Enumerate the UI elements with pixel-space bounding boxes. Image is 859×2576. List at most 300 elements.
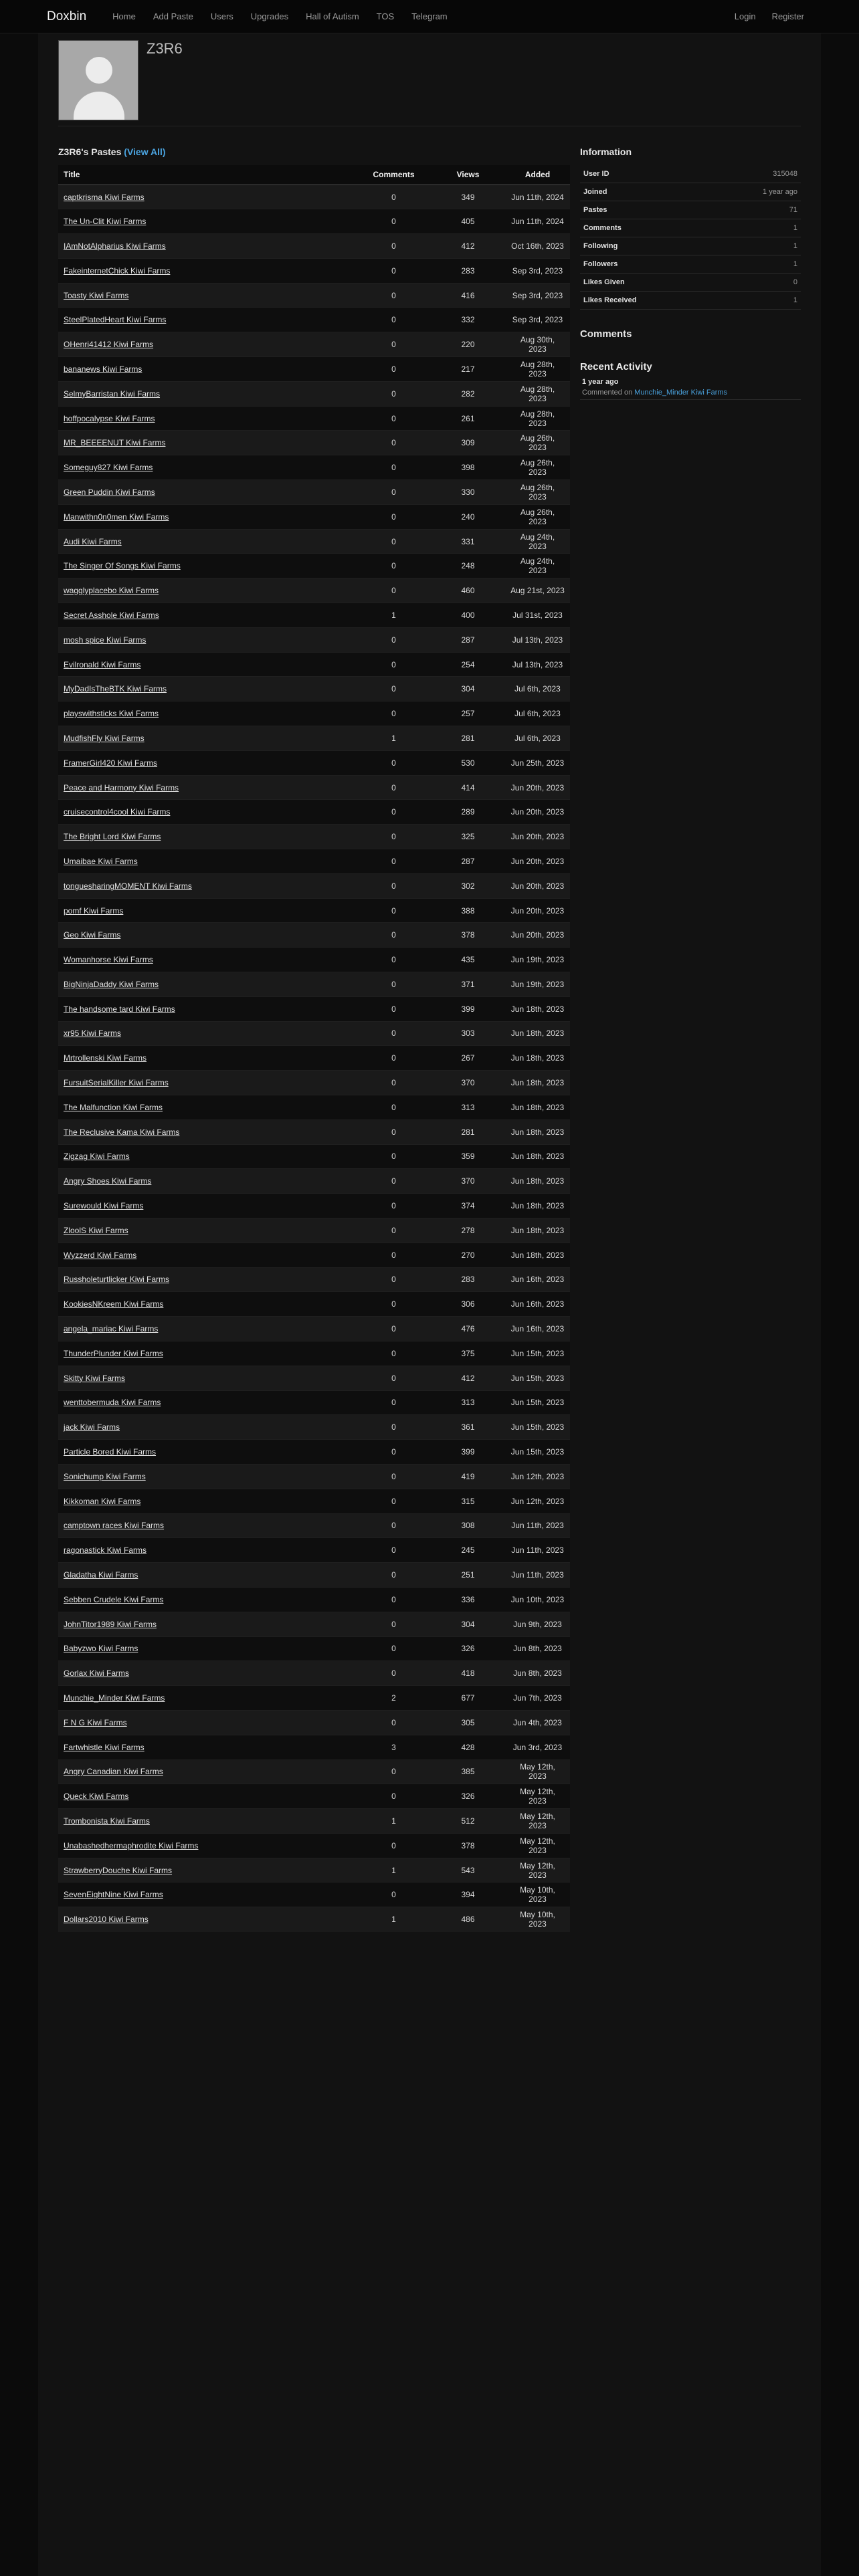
paste-views-cell: 416 — [431, 283, 505, 308]
paste-views-cell: 359 — [431, 1144, 505, 1169]
paste-comments-cell: 0 — [357, 1513, 431, 1538]
paste-added-cell: Jun 12th, 2023 — [505, 1489, 570, 1513]
paste-title-cell — [58, 1883, 357, 1907]
paste-views-cell: 486 — [431, 1907, 505, 1932]
paste-title-cell — [58, 1489, 357, 1513]
table-row — [58, 234, 570, 259]
paste-comments-cell: 0 — [357, 258, 431, 283]
paste-added-cell: Jun 18th, 2023 — [505, 1194, 570, 1218]
paste-link[interactable]: Green Puddin Kiwi Farms — [64, 487, 155, 497]
paste-views-cell: 414 — [431, 775, 505, 800]
paste-link[interactable]: The Malfunction Kiwi Farms — [64, 1102, 163, 1112]
paste-views-cell: 361 — [431, 1415, 505, 1440]
pastes-title: Z3R6's Pastes — [58, 146, 122, 157]
table-row — [58, 1587, 570, 1612]
paste-views-cell: 399 — [431, 996, 505, 1021]
table-row — [58, 652, 570, 677]
paste-views-cell: 374 — [431, 1194, 505, 1218]
paste-added-cell: Sep 3rd, 2023 — [505, 283, 570, 308]
paste-link[interactable]: Skitty Kiwi Farms — [64, 1373, 126, 1383]
nav-telegram[interactable]: Telegram — [411, 11, 448, 21]
paste-views-cell: 331 — [431, 529, 505, 554]
paste-link[interactable]: F N G Kiwi Farms — [64, 1717, 127, 1727]
paste-link[interactable]: MyDadIsTheBTK Kiwi Farms — [64, 684, 167, 694]
paste-link[interactable]: SevenEightNine Kiwi Farms — [64, 1890, 163, 1900]
paste-title-cell — [58, 1095, 357, 1119]
paste-comments-cell: 0 — [357, 1267, 431, 1292]
paste-added-cell: Aug 28th, 2023 — [505, 357, 570, 382]
paste-link[interactable]: The Singer Of Songs Kiwi Farms — [64, 561, 181, 571]
table-row — [58, 1883, 570, 1907]
paste-title-cell — [58, 283, 357, 308]
table-row — [58, 1292, 570, 1317]
paste-comments-cell: 0 — [357, 873, 431, 898]
paste-link[interactable]: Toasty Kiwi Farms — [64, 290, 129, 300]
paste-added-cell: Jun 18th, 2023 — [505, 1095, 570, 1119]
paste-title-cell — [58, 1292, 357, 1317]
paste-title-cell — [58, 406, 357, 431]
paste-views-cell: 370 — [431, 1169, 505, 1194]
table-row — [58, 948, 570, 972]
paste-comments-cell: 0 — [357, 1169, 431, 1194]
paste-link[interactable]: Angry Shoes Kiwi Farms — [64, 1176, 152, 1186]
top-navbar — [0, 0, 859, 33]
paste-link[interactable]: ragonastick Kiwi Farms — [64, 1545, 147, 1555]
paste-title-cell — [58, 1858, 357, 1883]
paste-title-cell — [58, 677, 357, 702]
paste-link[interactable]: Evilronald Kiwi Farms — [64, 659, 141, 669]
info-row — [580, 165, 801, 183]
paste-views-cell: 304 — [431, 677, 505, 702]
paste-link[interactable]: The Bright Lord Kiwi Farms — [64, 832, 161, 842]
paste-views-cell: 254 — [431, 652, 505, 677]
table-row — [58, 1169, 570, 1194]
paste-title-cell — [58, 923, 357, 948]
paste-title-cell — [58, 431, 357, 455]
paste-views-cell: 248 — [431, 554, 505, 578]
table-row — [58, 677, 570, 702]
paste-title-cell — [58, 332, 357, 357]
paste-added-cell: Jun 8th, 2023 — [505, 1636, 570, 1661]
table-row — [58, 1759, 570, 1784]
paste-link[interactable]: FramerGirl420 Kiwi Farms — [64, 758, 158, 768]
paste-link[interactable]: wenttobermuda Kiwi Farms — [64, 1398, 161, 1408]
paste-link[interactable]: Russholeturtlicker Kiwi Farms — [64, 1275, 170, 1285]
paste-link[interactable]: FursuitSerialKiller Kiwi Farms — [64, 1078, 169, 1088]
paste-comments-cell: 1 — [357, 603, 431, 628]
paste-comments-cell: 0 — [357, 627, 431, 652]
paste-link[interactable]: Audi Kiwi Farms — [64, 536, 122, 546]
paste-views-cell: 267 — [431, 1046, 505, 1071]
paste-link[interactable]: ThunderPlunder Kiwi Farms — [64, 1348, 163, 1358]
paste-link[interactable]: captkrisma Kiwi Farms — [64, 192, 145, 202]
paste-comments-cell: 0 — [357, 1489, 431, 1513]
table-row — [58, 480, 570, 505]
paste-added-cell: Jun 20th, 2023 — [505, 800, 570, 825]
paste-added-cell: Jun 19th, 2023 — [505, 948, 570, 972]
paste-title-cell — [58, 972, 357, 997]
paste-link[interactable]: jack Kiwi Farms — [64, 1422, 120, 1432]
paste-views-cell: 428 — [431, 1735, 505, 1759]
paste-link[interactable]: tonguesharingMOMENT Kiwi Farms — [64, 881, 192, 891]
paste-added-cell: Jun 20th, 2023 — [505, 898, 570, 923]
paste-comments-cell: 0 — [357, 1587, 431, 1612]
paste-views-cell: 399 — [431, 1440, 505, 1465]
nav-auth — [727, 11, 812, 21]
paste-views-cell: 412 — [431, 1366, 505, 1390]
paste-link[interactable]: Munchie_Minder Kiwi Farms — [64, 1693, 165, 1703]
paste-link[interactable]: OHenri41412 Kiwi Farms — [64, 340, 154, 350]
paste-comments-cell: 0 — [357, 972, 431, 997]
paste-added-cell: Jul 13th, 2023 — [505, 627, 570, 652]
paste-comments-cell: 0 — [357, 996, 431, 1021]
paste-link[interactable]: Manwithn0n0men Kiwi Farms — [64, 512, 169, 522]
paste-added-cell: Aug 26th, 2023 — [505, 455, 570, 480]
paste-views-cell: 378 — [431, 923, 505, 948]
paste-link[interactable]: Kikkoman Kiwi Farms — [64, 1496, 141, 1506]
paste-added-cell: Jun 18th, 2023 — [505, 1169, 570, 1194]
paste-views-cell: 278 — [431, 1218, 505, 1243]
paste-added-cell: Jun 20th, 2023 — [505, 873, 570, 898]
paste-title-cell — [58, 578, 357, 603]
view-all-link[interactable]: (View All) — [124, 146, 166, 157]
info-row — [580, 237, 801, 255]
col-title: Title — [58, 165, 357, 185]
paste-views-cell: 349 — [431, 185, 505, 209]
table-row — [58, 283, 570, 308]
paste-views-cell: 326 — [431, 1636, 505, 1661]
paste-views-cell: 313 — [431, 1095, 505, 1119]
paste-link[interactable]: KookiesNKreem Kiwi Farms — [64, 1299, 164, 1309]
table-row — [58, 1489, 570, 1513]
paste-link[interactable]: hoffpocalypse Kiwi Farms — [64, 413, 155, 423]
paste-views-cell: 388 — [431, 898, 505, 923]
table-row — [58, 996, 570, 1021]
info-label: Following — [583, 242, 618, 250]
paste-link[interactable]: camptown races Kiwi Farms — [64, 1521, 165, 1531]
table-row — [58, 1071, 570, 1095]
paste-added-cell: Jul 6th, 2023 — [505, 702, 570, 726]
paste-title-cell — [58, 996, 357, 1021]
paste-link[interactable]: SteelPlatedHeart Kiwi Farms — [64, 315, 167, 325]
paste-link[interactable]: pomf Kiwi Farms — [64, 905, 124, 916]
paste-added-cell: Jun 11th, 2023 — [505, 1538, 570, 1563]
paste-added-cell: Jun 25th, 2023 — [505, 750, 570, 775]
info-label: Followers — [583, 260, 618, 268]
paste-comments-cell: 0 — [357, 1071, 431, 1095]
paste-views-cell: 512 — [431, 1809, 505, 1834]
table-row — [58, 1194, 570, 1218]
paste-comments-cell: 1 — [357, 1809, 431, 1834]
paste-link[interactable]: Geo Kiwi Farms — [64, 930, 121, 940]
paste-title-cell — [58, 381, 357, 406]
paste-link[interactable]: ZloolS Kiwi Farms — [64, 1225, 128, 1235]
paste-added-cell: Aug 21st, 2023 — [505, 578, 570, 603]
table-row — [58, 750, 570, 775]
paste-added-cell: Jun 11th, 2024 — [505, 209, 570, 234]
activity-item — [580, 372, 801, 400]
paste-comments-cell: 0 — [357, 234, 431, 259]
activity-link[interactable]: Munchie_Minder Kiwi Farms — [634, 389, 728, 397]
paste-added-cell: Oct 16th, 2023 — [505, 234, 570, 259]
table-row — [58, 898, 570, 923]
info-value: 1 — [793, 242, 797, 250]
paste-link[interactable]: Sonichump Kiwi Farms — [64, 1471, 146, 1481]
paste-title-cell — [58, 1612, 357, 1636]
paste-views-cell: 303 — [431, 1021, 505, 1046]
paste-link[interactable]: Particle Bored Kiwi Farms — [64, 1447, 157, 1457]
paste-title-cell — [58, 1267, 357, 1292]
paste-link[interactable]: xr95 Kiwi Farms — [64, 1029, 122, 1039]
paste-title-cell — [58, 825, 357, 849]
paste-comments-cell: 0 — [357, 1710, 431, 1735]
pastes-table — [58, 165, 570, 1932]
paste-views-cell: 245 — [431, 1538, 505, 1563]
paste-link[interactable]: Queck Kiwi Farms — [64, 1792, 129, 1802]
table-row — [58, 406, 570, 431]
paste-added-cell: May 10th, 2023 — [505, 1907, 570, 1932]
paste-link[interactable]: Gladatha Kiwi Farms — [64, 1570, 138, 1580]
register-link[interactable]: Register — [771, 11, 804, 21]
paste-title-cell — [58, 1784, 357, 1809]
paste-comments-cell: 0 — [357, 185, 431, 209]
paste-comments-cell: 0 — [357, 1464, 431, 1489]
paste-title-cell — [58, 1317, 357, 1341]
paste-title-cell — [58, 1390, 357, 1415]
paste-link[interactable]: Sebben Crudele Kiwi Farms — [64, 1594, 164, 1604]
profile-username: Z3R6 — [147, 40, 183, 57]
paste-comments-cell: 0 — [357, 1021, 431, 1046]
recent-activity-title: Recent Activity — [580, 361, 652, 372]
paste-link[interactable]: bananews Kiwi Farms — [64, 364, 142, 374]
paste-views-cell: 476 — [431, 1317, 505, 1341]
paste-link[interactable]: playswithsticks Kiwi Farms — [64, 709, 159, 719]
paste-views-cell: 257 — [431, 702, 505, 726]
info-label: Likes Received — [583, 296, 637, 304]
paste-comments-cell: 0 — [357, 702, 431, 726]
paste-comments-cell: 0 — [357, 1784, 431, 1809]
avatar — [58, 40, 138, 120]
table-row — [58, 1833, 570, 1858]
paste-link[interactable]: Secret Asshole Kiwi Farms — [64, 610, 159, 620]
paste-views-cell: 281 — [431, 726, 505, 751]
paste-link[interactable]: BigNinjaDaddy Kiwi Farms — [64, 979, 159, 989]
paste-added-cell: Jun 12th, 2023 — [505, 1464, 570, 1489]
table-row — [58, 775, 570, 800]
nav-links — [104, 11, 727, 21]
paste-title-cell — [58, 1563, 357, 1588]
col-comments: Comments — [357, 165, 431, 185]
paste-title-cell — [58, 1587, 357, 1612]
table-row — [58, 800, 570, 825]
paste-views-cell: 308 — [431, 1513, 505, 1538]
paste-link[interactable]: Dollars2010 Kiwi Farms — [64, 1915, 149, 1925]
paste-title-cell — [58, 258, 357, 283]
table-row — [58, 726, 570, 751]
paste-views-cell: 394 — [431, 1883, 505, 1907]
paste-added-cell: Jun 11th, 2023 — [505, 1563, 570, 1588]
paste-views-cell: 270 — [431, 1243, 505, 1267]
paste-title-cell — [58, 1169, 357, 1194]
table-row — [58, 825, 570, 849]
paste-link[interactable]: Trombonista Kiwi Farms — [64, 1816, 150, 1826]
paste-link[interactable]: Someguy827 Kiwi Farms — [64, 463, 153, 473]
paste-comments-cell: 0 — [357, 332, 431, 357]
paste-link[interactable]: FakeinternetChick Kiwi Farms — [64, 265, 171, 276]
paste-link[interactable]: Mrtrollenski Kiwi Farms — [64, 1053, 147, 1063]
table-row — [58, 1784, 570, 1809]
info-label: User ID — [583, 170, 609, 178]
paste-title-cell — [58, 209, 357, 234]
paste-views-cell: 220 — [431, 332, 505, 357]
paste-added-cell: Jun 15th, 2023 — [505, 1341, 570, 1366]
paste-comments-cell: 0 — [357, 455, 431, 480]
paste-added-cell: Jun 20th, 2023 — [505, 775, 570, 800]
paste-title-cell — [58, 1194, 357, 1218]
paste-link[interactable]: The Reclusive Kama Kiwi Farms — [64, 1127, 180, 1137]
paste-link[interactable]: JohnTitor1989 Kiwi Farms — [64, 1619, 157, 1629]
nav-hall-of-autism[interactable]: Hall of Autism — [306, 11, 359, 21]
login-link[interactable]: Login — [734, 11, 756, 21]
paste-link[interactable]: Fartwhistle Kiwi Farms — [64, 1742, 145, 1752]
paste-added-cell: May 12th, 2023 — [505, 1833, 570, 1858]
table-row — [58, 357, 570, 382]
paste-comments-cell: 0 — [357, 1317, 431, 1341]
table-row — [58, 1809, 570, 1834]
paste-added-cell: Jun 20th, 2023 — [505, 825, 570, 849]
paste-views-cell: 240 — [431, 504, 505, 529]
paste-views-cell: 385 — [431, 1759, 505, 1784]
brand-logo[interactable]: Doxbin — [47, 9, 87, 23]
paste-title-cell — [58, 948, 357, 972]
info-row — [580, 292, 801, 310]
paste-title-cell — [58, 1661, 357, 1686]
paste-views-cell: 315 — [431, 1489, 505, 1513]
paste-added-cell: Aug 24th, 2023 — [505, 529, 570, 554]
paste-link[interactable]: Angry Canadian Kiwi Farms — [64, 1767, 163, 1777]
paste-link[interactable]: Peace and Harmony Kiwi Farms — [64, 782, 179, 792]
table-row — [58, 381, 570, 406]
paste-link[interactable]: Surewould Kiwi Farms — [64, 1201, 144, 1211]
paste-link[interactable]: The Un-Clit Kiwi Farms — [64, 217, 147, 227]
paste-views-cell: 287 — [431, 627, 505, 652]
paste-added-cell: Aug 26th, 2023 — [505, 431, 570, 455]
paste-link[interactable]: Zigzag Kiwi Farms — [64, 1152, 130, 1162]
nav-users[interactable]: Users — [210, 11, 233, 21]
paste-link[interactable]: SelmyBarristan Kiwi Farms — [64, 389, 161, 399]
paste-link[interactable]: Umaibae Kiwi Farms — [64, 856, 138, 866]
paste-link[interactable]: Wyzzerd Kiwi Farms — [64, 1250, 137, 1260]
paste-comments-cell: 0 — [357, 554, 431, 578]
paste-link[interactable]: mosh spice Kiwi Farms — [64, 635, 147, 645]
paste-added-cell: Jun 18th, 2023 — [505, 1021, 570, 1046]
paste-link[interactable]: StrawberryDouche Kiwi Farms — [64, 1865, 173, 1875]
table-row — [58, 1243, 570, 1267]
paste-views-cell: 309 — [431, 431, 505, 455]
info-row — [580, 201, 801, 219]
table-row — [58, 1710, 570, 1735]
paste-added-cell: Jun 15th, 2023 — [505, 1390, 570, 1415]
nav-upgrades[interactable]: Upgrades — [250, 11, 289, 21]
paste-comments-cell: 0 — [357, 1292, 431, 1317]
table-row — [58, 578, 570, 603]
pastes-header-row — [58, 165, 570, 185]
pastes-table-body — [58, 185, 570, 1932]
paste-link[interactable]: Womanhorse Kiwi Farms — [64, 955, 153, 965]
table-row — [58, 1415, 570, 1440]
paste-title-cell — [58, 529, 357, 554]
paste-title-cell — [58, 1341, 357, 1366]
info-value: 0 — [793, 278, 797, 286]
paste-added-cell: Jun 18th, 2023 — [505, 996, 570, 1021]
paste-title-cell — [58, 234, 357, 259]
paste-views-cell: 400 — [431, 603, 505, 628]
paste-title-cell — [58, 1513, 357, 1538]
paste-comments-cell: 0 — [357, 898, 431, 923]
table-row — [58, 1661, 570, 1686]
paste-link[interactable]: Gorlax Kiwi Farms — [64, 1669, 130, 1679]
paste-link[interactable]: cruisecontrol4cool Kiwi Farms — [64, 807, 171, 817]
paste-title-cell — [58, 1538, 357, 1563]
paste-views-cell: 530 — [431, 750, 505, 775]
paste-title-cell — [58, 1710, 357, 1735]
paste-title-cell — [58, 1021, 357, 1046]
table-row — [58, 504, 570, 529]
activity-text — [582, 389, 799, 397]
table-row — [58, 1021, 570, 1046]
nav-home[interactable]: Home — [112, 11, 136, 21]
paste-link[interactable]: Unabashedhermaphrodite Kiwi Farms — [64, 1840, 199, 1850]
paste-link[interactable]: IAmNotAlpharius Kiwi Farms — [64, 241, 166, 251]
paste-comments-cell: 0 — [357, 750, 431, 775]
paste-added-cell: May 12th, 2023 — [505, 1809, 570, 1834]
paste-comments-cell: 0 — [357, 1119, 431, 1144]
paste-link[interactable]: MR_BEEEENUT Kiwi Farms — [64, 438, 166, 448]
table-row — [58, 849, 570, 874]
paste-link[interactable]: Babyzwo Kiwi Farms — [64, 1644, 138, 1654]
paste-added-cell: Aug 28th, 2023 — [505, 406, 570, 431]
paste-link[interactable]: MudfishFly Kiwi Farms — [64, 733, 145, 743]
col-views: Views — [431, 165, 505, 185]
paste-views-cell: 371 — [431, 972, 505, 997]
paste-views-cell: 217 — [431, 357, 505, 382]
paste-title-cell — [58, 1686, 357, 1711]
paste-added-cell: May 12th, 2023 — [505, 1784, 570, 1809]
paste-added-cell: Jun 11th, 2023 — [505, 1513, 570, 1538]
info-row — [580, 274, 801, 292]
paste-added-cell: Jul 13th, 2023 — [505, 652, 570, 677]
table-row — [58, 185, 570, 209]
nav-tos[interactable]: TOS — [376, 11, 395, 21]
paste-comments-cell: 0 — [357, 1538, 431, 1563]
nav-add-paste[interactable]: Add Paste — [153, 11, 193, 21]
table-row — [58, 308, 570, 332]
paste-added-cell: Jun 4th, 2023 — [505, 1710, 570, 1735]
paste-link[interactable]: The handsome tard Kiwi Farms — [64, 1004, 175, 1014]
paste-link[interactable]: wagglyplacebo Kiwi Farms — [64, 586, 159, 596]
paste-views-cell: 336 — [431, 1587, 505, 1612]
paste-link[interactable]: angela_mariac Kiwi Farms — [64, 1324, 159, 1334]
table-row — [58, 1144, 570, 1169]
info-label: Pastes — [583, 206, 607, 214]
paste-added-cell: Jun 18th, 2023 — [505, 1218, 570, 1243]
paste-comments-cell: 1 — [357, 1858, 431, 1883]
paste-added-cell: Jun 8th, 2023 — [505, 1661, 570, 1686]
paste-added-cell: Jun 3rd, 2023 — [505, 1735, 570, 1759]
table-row — [58, 1735, 570, 1759]
info-value: 315048 — [773, 170, 797, 178]
paste-views-cell: 283 — [431, 1267, 505, 1292]
